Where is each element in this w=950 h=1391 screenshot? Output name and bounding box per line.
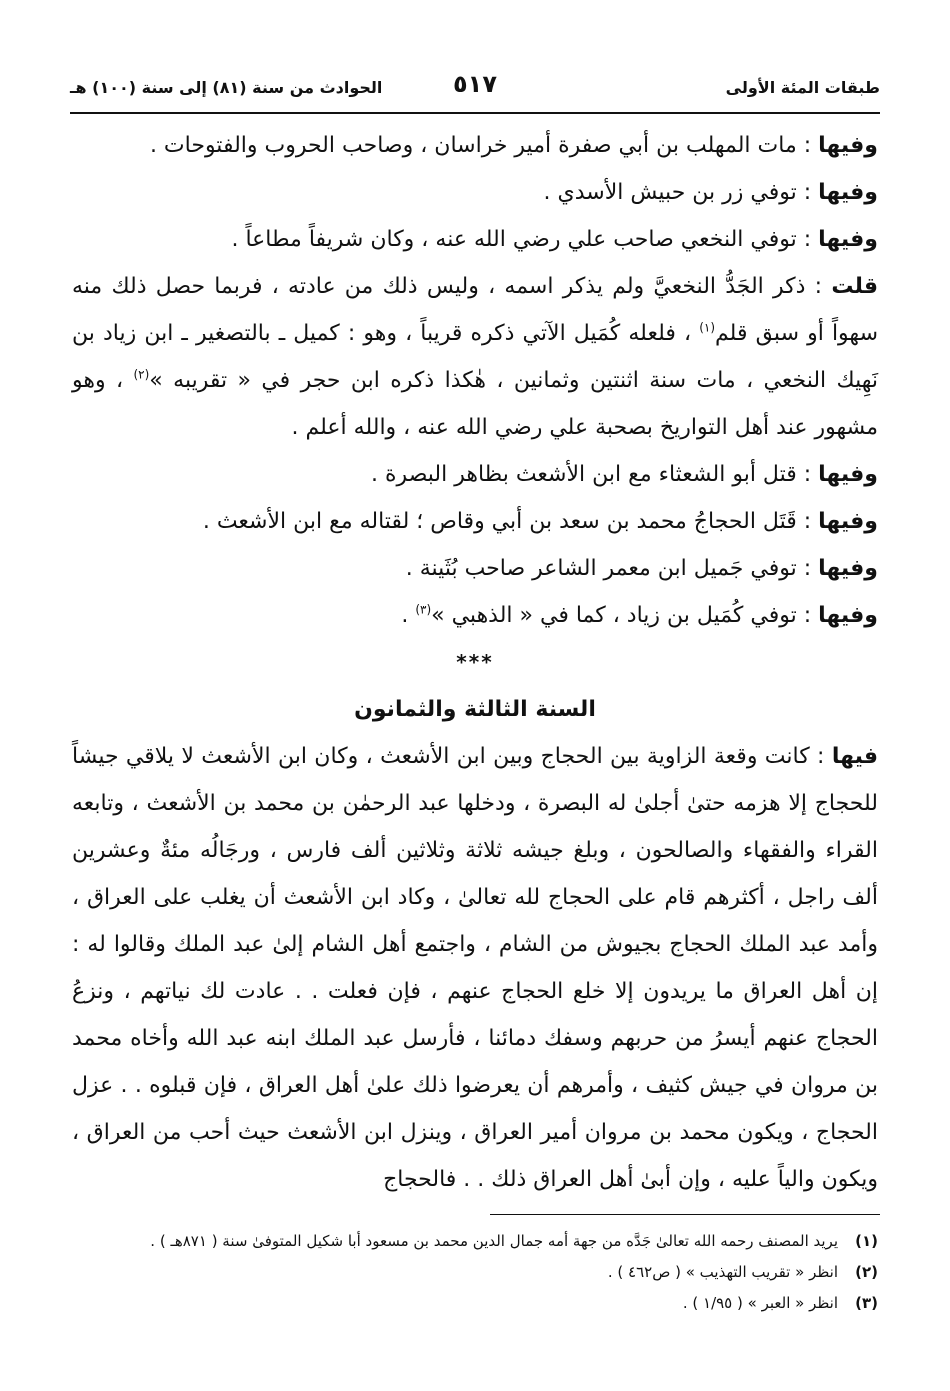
note-text: ، وهو مشهور عند أهل التواريخ بصحبة علي رضي الله عنه ، والله أعلم . xyxy=(72,368,878,440)
footnote xyxy=(72,1257,878,1288)
section-separator: *** xyxy=(456,650,494,674)
footnote-number: (١) xyxy=(855,1232,878,1250)
chapter-title: الحوادث من سنة (٨١) إلى سنة (١٠٠) هـ xyxy=(70,78,383,97)
entry-text: : قتل أبو الشعثاء مع ابن الأشعث بظاهر البصرة . xyxy=(371,462,819,487)
page-number: ٥١٧ xyxy=(453,70,497,98)
entry-text: : توفي كُمَيل بن زياد ، كما في « الذهبي » xyxy=(431,603,819,628)
book-title: طبقات المئة الأولى xyxy=(725,78,880,97)
footnote xyxy=(72,1288,878,1319)
entry-paragraph xyxy=(72,122,878,169)
note-text: ، فلعله كُمَيل الآتي ذكره قريباً ، وهو : كميل ـ بالتصغير ـ ابن زياد بن نَهِيك النخعي ، مات سنة اثنتين وثمانين ، هٰكذا ذكره ابن حجر في « تقريبه » xyxy=(72,321,878,393)
entry-text: : قَتَل الحجاجُ محمد بن سعد بن أبي وقاص ؛ لقتاله مع ابن الأشعث . xyxy=(202,509,819,534)
footnote-ref: (٣) xyxy=(415,602,432,617)
footnote-ref: (١) xyxy=(699,320,716,335)
main-text xyxy=(72,122,878,1203)
entry-paragraph xyxy=(72,545,878,592)
section-text: : كانت وقعة الزاوية بين الحجاج وبين ابن الأشعث ، وكان ابن الأشعث لا يلاقي جيشاً للحجاج إلا هزمه حتىٰ أجلىٰ له البصرة ، ودخلها عبد الرحمٰن بن محمد بن الأشعث ، وتابعه القراء والفقهاء والصالحون ، وبلغ جيشه ثلاثة وثلاثين ألف فارس ، ورجَالُه مئةٌ وعشرين ألف راجل ، أكثرهم قام على الحجاج لله تعالىٰ ، وكاد ابن الأشعث أن يغلب على العراق ، وأمد عبد الملك الحجاج بجيوش من الشام ، واجتمع أهل الشام إلىٰ عبد الملك وقالوا له : إن أهل العراق ما يريدون إلا خلع الحجاج عنهم ، فإن فعلت . . عادت لك نياتهم ، ونزعُ الحجاج عنهم أيسرُ من حربهم وسفك دمائنا ، فأرسل عبد الملك ابنه عبد الله وأخاه محمد بن مروان في جيش كثيف ، وأمرهم أن يعرضوا ذلك علىٰ أهل العراق ، فإن قبلوه . . عزل الحجاج ، ويكون محمد بن مروان أمير العراق ، وينزل ابن الأشعث حيث أحب من العراق ، ويكون والياً عليه ، وإن أبىٰ أهل العراق ذلك . . فالحجاج xyxy=(72,744,878,1192)
entry-keyword: وفيها xyxy=(818,180,878,205)
running-header xyxy=(70,70,880,110)
entry-paragraph xyxy=(72,451,878,498)
note-text: : ذكر الجَدُّ النخعيَّ ولم يذكر اسمه ، وليس ذلك من عادته ، فربما حصل ذلك منه سهواً أو سبق قلم xyxy=(72,274,879,346)
entry-keyword: وفيها xyxy=(818,556,878,581)
footnote xyxy=(72,1226,878,1257)
footnote-ref: (٢) xyxy=(133,367,150,382)
entry-paragraph xyxy=(72,169,878,216)
entry-paragraph xyxy=(72,592,878,639)
entry-paragraph xyxy=(72,498,878,545)
footnotes xyxy=(72,1226,878,1319)
entry-text: : توفي النخعي صاحب علي رضي الله عنه ، وكان شريفاً مطاعاً . xyxy=(231,227,819,252)
footnote-number: (٣) xyxy=(855,1294,878,1312)
entry-keyword: وفيها xyxy=(818,462,878,487)
footnote-text: يريد المصنف رحمه الله تعالىٰ جَدَّه من جهة أمه جمال الدين محمد بن مسعود أبا شكيل المتوفىٰ سنة ( ٨٧١هـ ) . xyxy=(150,1232,838,1250)
entry-text-tail: . xyxy=(401,603,416,628)
section-paragraph xyxy=(72,733,878,1203)
entry-keyword: وفيها xyxy=(818,133,878,158)
editor-note-paragraph xyxy=(72,263,878,451)
entry-keyword: وفيها xyxy=(818,227,878,252)
note-keyword: قلت xyxy=(831,274,878,299)
section-heading: السنة الثالثة والثمانون xyxy=(354,697,596,722)
entry-text: : توفي زر بن حبيش الأسدي . xyxy=(543,180,819,205)
footnote-rule xyxy=(490,1214,880,1215)
entry-keyword: وفيها xyxy=(818,509,878,534)
entry-text: : توفي جَميل ابن معمر الشاعر صاحب بُثَينة . xyxy=(405,556,819,581)
section-keyword: فيها xyxy=(831,744,878,769)
entry-paragraph xyxy=(72,216,878,263)
entry-text: : مات المهلب بن أبي صفرة أمير خراسان ، وصاحب الحروب والفتوحات . xyxy=(149,133,819,158)
footnote-text: انظر « العبر » ( ١/٩٥ ) . xyxy=(682,1294,838,1312)
entry-keyword: وفيها xyxy=(818,603,878,628)
header-rule xyxy=(70,112,880,114)
footnote-number: (٢) xyxy=(855,1263,878,1281)
footnote-text: انظر « تقريب التهذيب » ( ص٤٦٢ ) . xyxy=(607,1263,838,1281)
